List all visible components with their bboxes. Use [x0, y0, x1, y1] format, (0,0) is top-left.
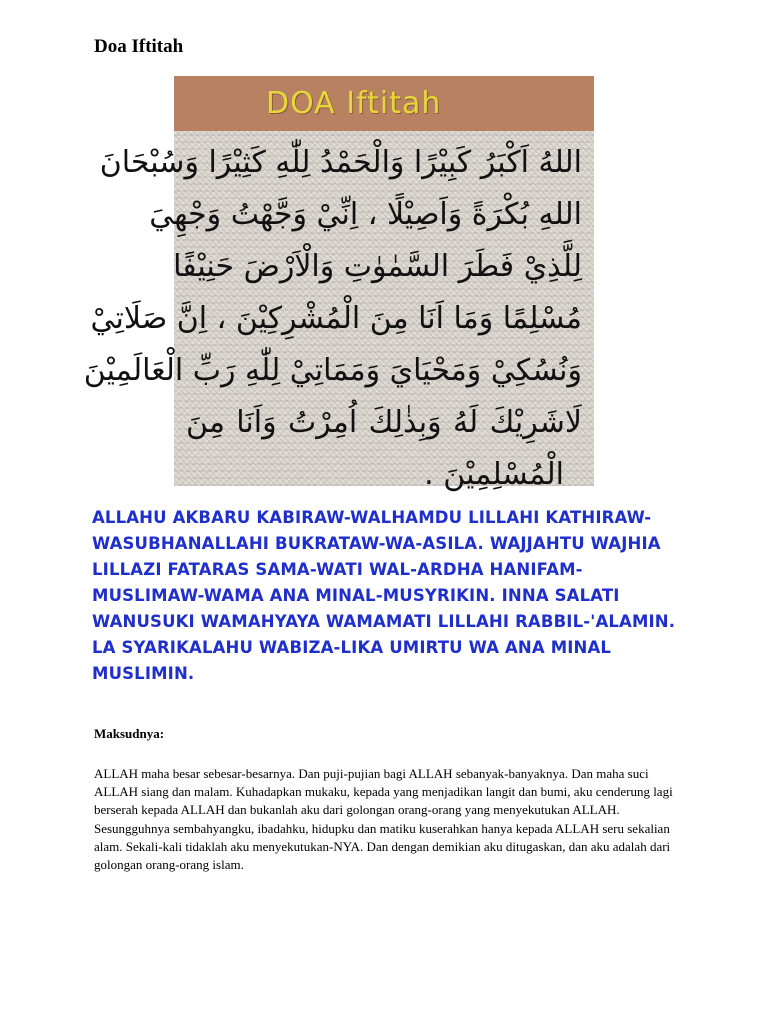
arabic-line: الْمُسْلِمِيْنَ . [424, 457, 564, 492]
image-header-title: DOA Iftitah [266, 86, 442, 121]
doa-iftitah-image [83, 76, 594, 492]
page-title: Doa Iftitah [94, 36, 184, 57]
arabic-line: وَنُسُكِيْ وَمَحْيَايَ وَمَمَاتِيْ لِلّٰهِ رَبِّ الْعَالَمِيْنَ [83, 353, 582, 388]
arabic-text-panel [83, 131, 594, 492]
arabic-line: مُسْلِمًا وَمَا اَنَا مِنَ الْمُشْرِكِيْنَ ، اِنَّ صَلَاتِيْ [90, 301, 582, 336]
arabic-line: لِلَّذِيْ فَطَرَ السَّمٰوٰتِ وَالْاَرْضَ حَنِيْفًا [173, 249, 582, 284]
image-header [174, 76, 594, 131]
arabic-line: اللهِ بُكْرَةً وَاَصِيْلًا ، اِنِّيْ وَجَّهْتُ وَجْهِيَ [149, 197, 582, 232]
meaning-label: Maksudnya: [94, 726, 165, 741]
arabic-line: لَاشَرِيْكَ لَهُ وَبِذٰلِكَ اُمِرْتُ وَاَنَا مِنَ [186, 405, 582, 440]
transliteration-text: ALLAHU AKBARU KABIRAW-WALHAMDU LILLAHI KATHIRAW-WASUBHANALLAHI BUKRATAW-WA-ASILA. WAJJAHTU WAJHIA LILLAZI FATARAS SAMA-WATI WAL-ARDHA HANIFAM-MUSLIMAW-WAMA ANA MINAL-MUSYRIKIN. INNA SALATI WANUSUKI WAMAHYAYA WAMAMATI LILLAHI RABBIL-'ALAMIN. LA SYARIKALAHU WABIZA-LIKA UMIRTU WA ANA MINAL MUSLIMIN. [92, 508, 676, 683]
meaning-text: ALLAH maha besar sebesar-besarnya. Dan puji-pujian bagi ALLAH sebanyak-banyaknya. Dan maha suci ALLAH siang dan malam. Kuhadapkan mukaku, kepada yang menjadikan langit dan bumi, aku cenderung lagi berserah kepada ALLAH dan bukanlah aku dari golongan orang-orang yang menyekutukan ALLAH. Sesungguhnya sembahyangku, ibadahku, hidupku dan matiku kuserahkan hanya kepada ALLAH seru sekalian alam. Sekali-kali tidaklah aku menyekutukan-NYA. Dan dengan demikian aku ditugaskan, dan aku adalah dari golongan orang-orang islam. [94, 766, 673, 873]
arabic-line: اللهُ اَكْبَرُ كَبِيْرًا وَالْحَمْدُ لِلّٰهِ كَثِيْرًا وَسُبْحَانَ [99, 145, 582, 180]
